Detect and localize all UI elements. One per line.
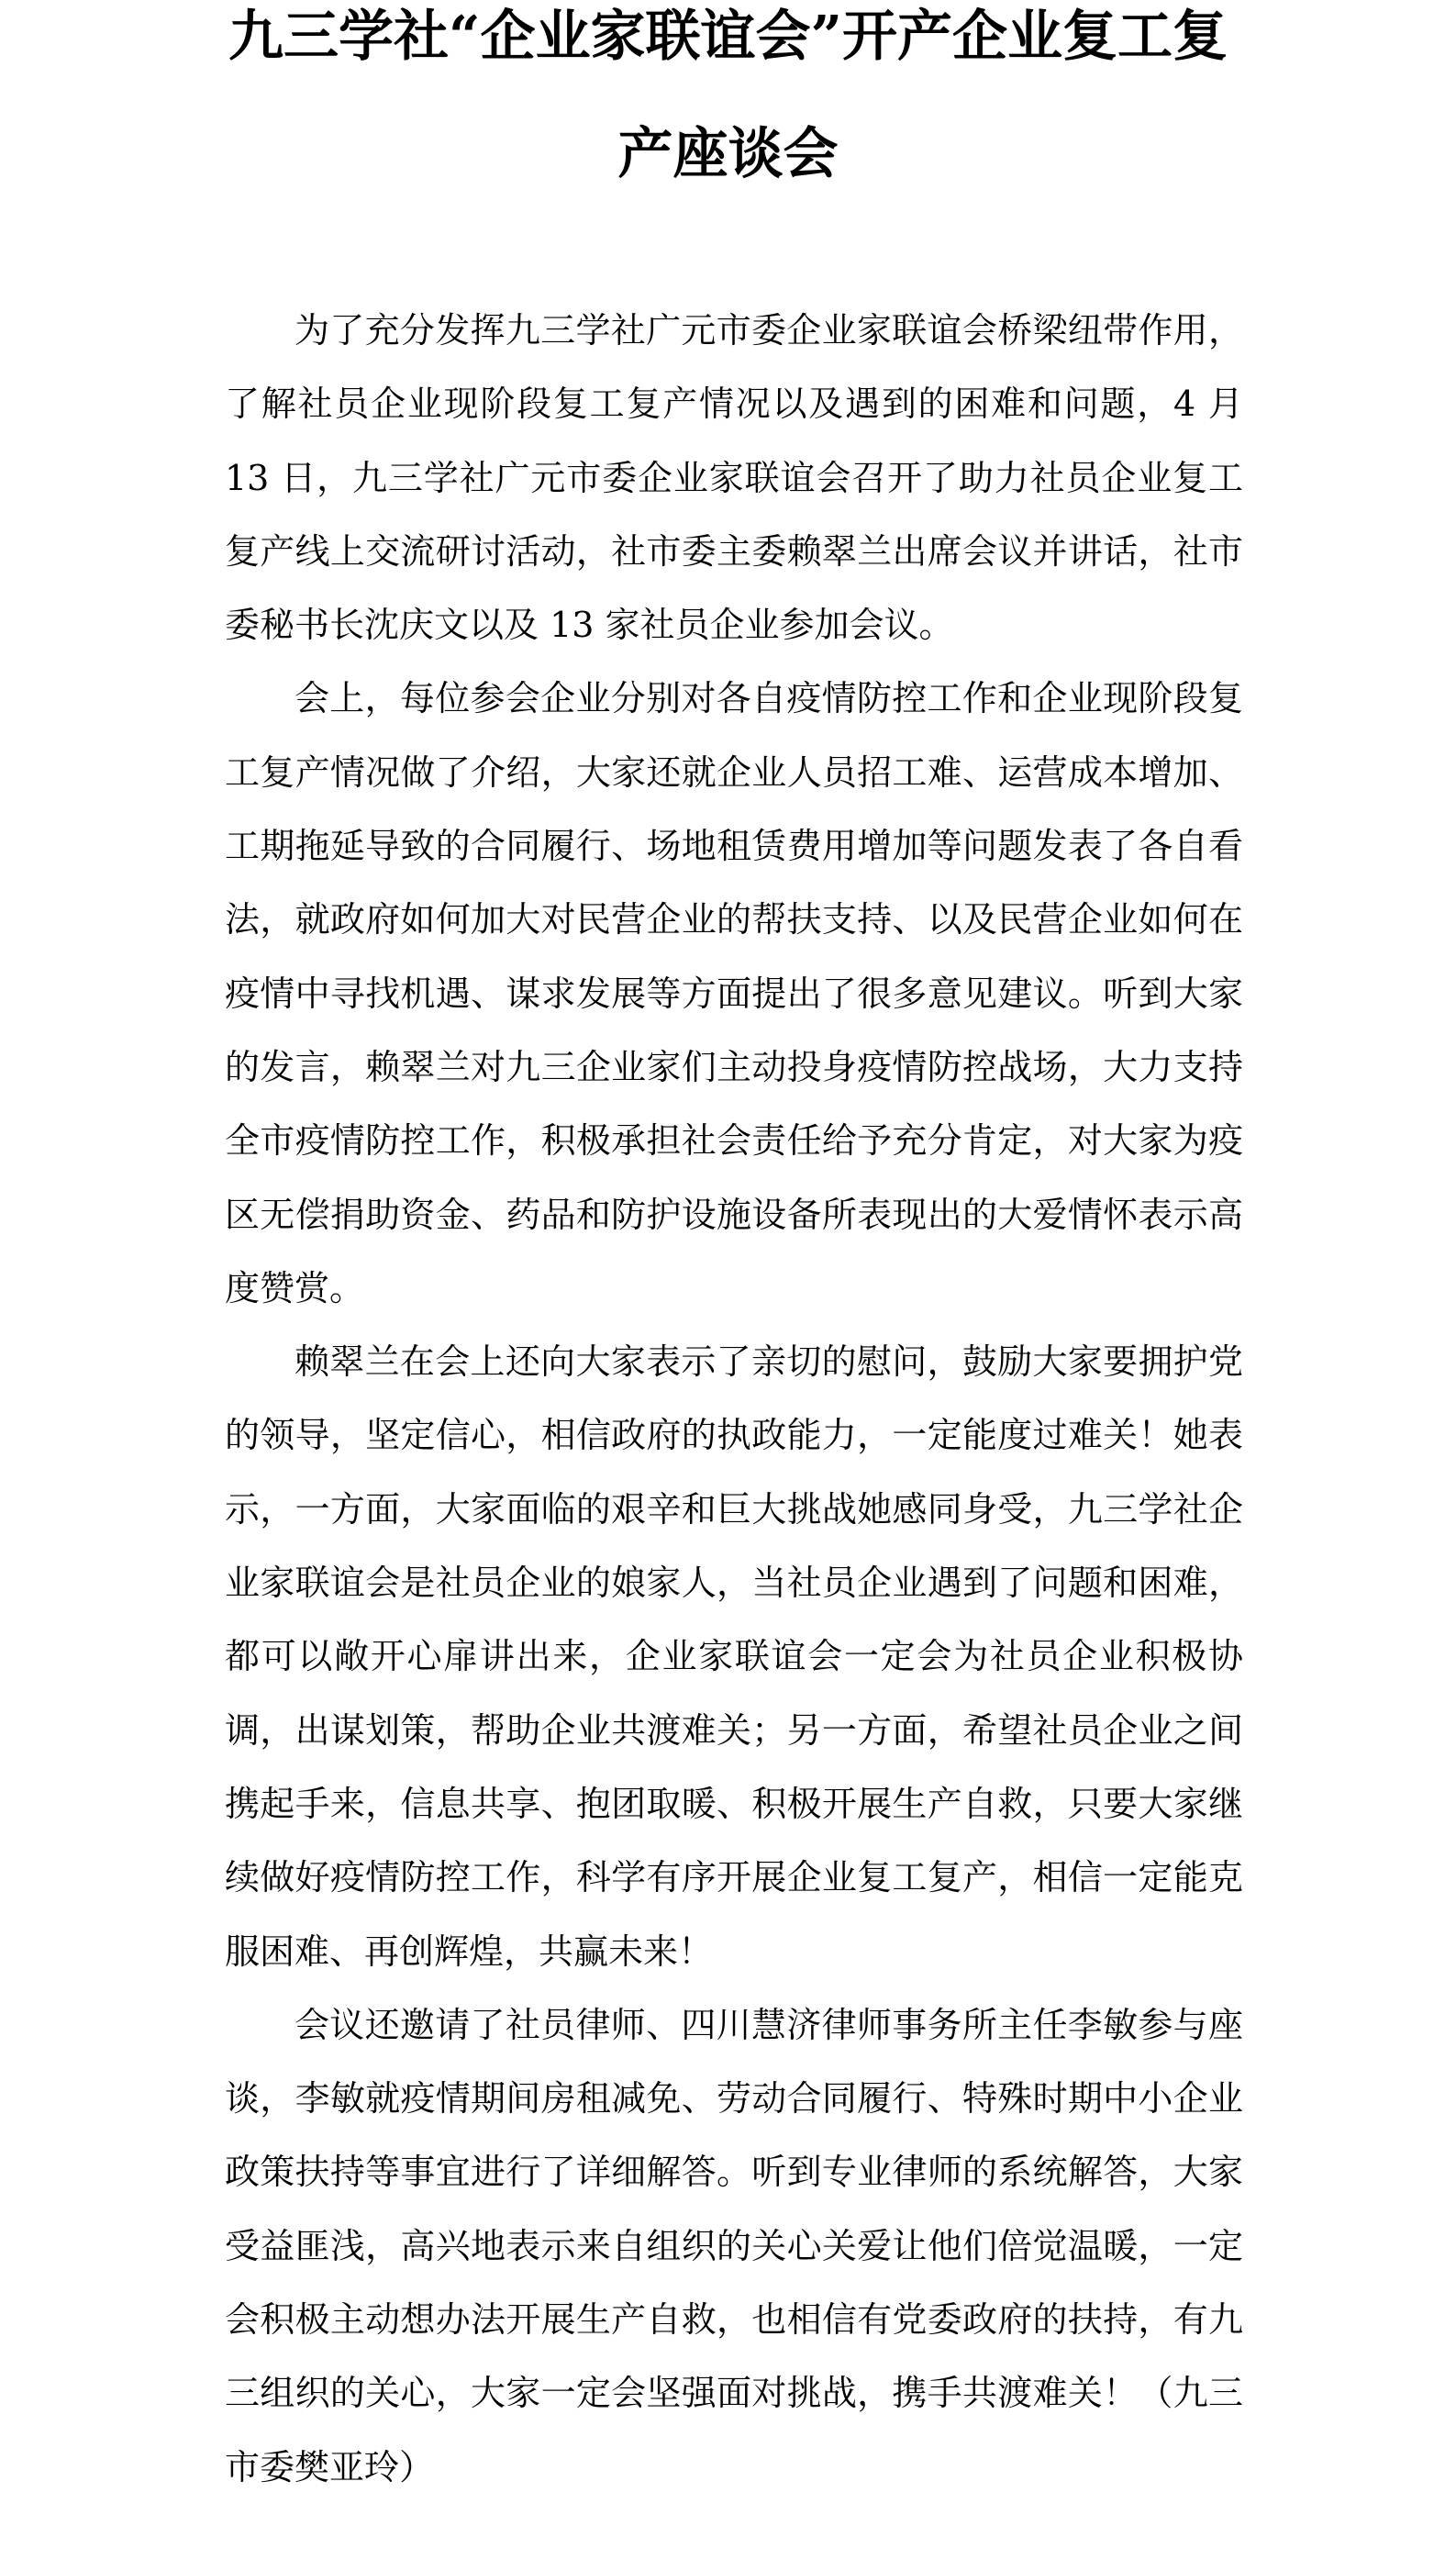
- paragraph-intro: 为了充分发挥九三学社广元市委企业家联谊会桥梁纽带作用，了解社员企业现阶段复工复产情况以及遇到的困难和问题，4 月 13 日，九三学社广元市委企业家联谊会召开了助力社员企业复工复产线上交流研讨活动，社市委主委赖翠兰出席会议并讲话，社市委秘书长沈庆文以及 13 家社员企业参加会议。: [225, 310, 1243, 646]
- title-line-1: 九三学社“企业家联谊会”开产企业复工复: [228, 5, 1228, 69]
- title-line-2: 产座谈会: [617, 122, 839, 186]
- paragraph-lawyer: 会议还邀请了社员律师、四川慧济律师事务所主任李敏参与座谈，李敏就疫情期间房租减免、劳动合同履行、特殊时期中小企业政策扶持等事宜进行了详细解答。听到专业律师的系统解答，大家受益匪浅，高兴地表示来自组织的关心关爱让他们倍觉温暖，一定会积极主动想办法开展生产自救，也相信有党委政府的扶持，有九三组织的关心，大家一定会坚强面对挑战，携手共渡难关！（九三市委樊亚玲）: [225, 2004, 1243, 2487]
- article-body: [225, 294, 1243, 2504]
- paragraph-encouragement: 赖翠兰在会上还向大家表示了亲切的慰问，鼓励大家要拥护党的领导，坚定信心，相信政府的执政能力，一定能度过难关！她表示，一方面，大家面临的艰辛和巨大挑战她感同身受，九三学社企业家联谊会是社员企业的娘家人，当社员企业遇到了问题和困难，都可以敞开心扉讲出来，企业家联谊会一定会为社员企业积极协调，出谋划策，帮助企业共渡难关；另一方面，希望社员企业之间携起手来，信息共享、抱团取暖、积极开展生产自救，只要大家继续做好疫情防控工作，科学有序开展企业复工复产，相信一定能克服困难、再创辉煌，共赢未来！: [225, 1341, 1243, 1972]
- paragraph-discussion: 会上，每位参会企业分别对各自疫情防控工作和企业现阶段复工复产情况做了介绍，大家还就企业人员招工难、运营成本增加、工期拖延导致的合同履行、场地租赁费用增加等问题发表了各自看法，就政府如何加大对民营企业的帮扶支持、以及民营企业如何在疫情中寻找机遇、谋求发展等方面提出了很多意见建议。听到大家的发言，赖翠兰对九三企业家们主动投身疫情防控战场，大力支持全市疫情防控工作，积极承担社会责任给予充分肯定，对大家为疫区无偿捐助资金、药品和防护设施设备所表现出的大爱情怀表示高度赞赏。: [225, 678, 1243, 1308]
